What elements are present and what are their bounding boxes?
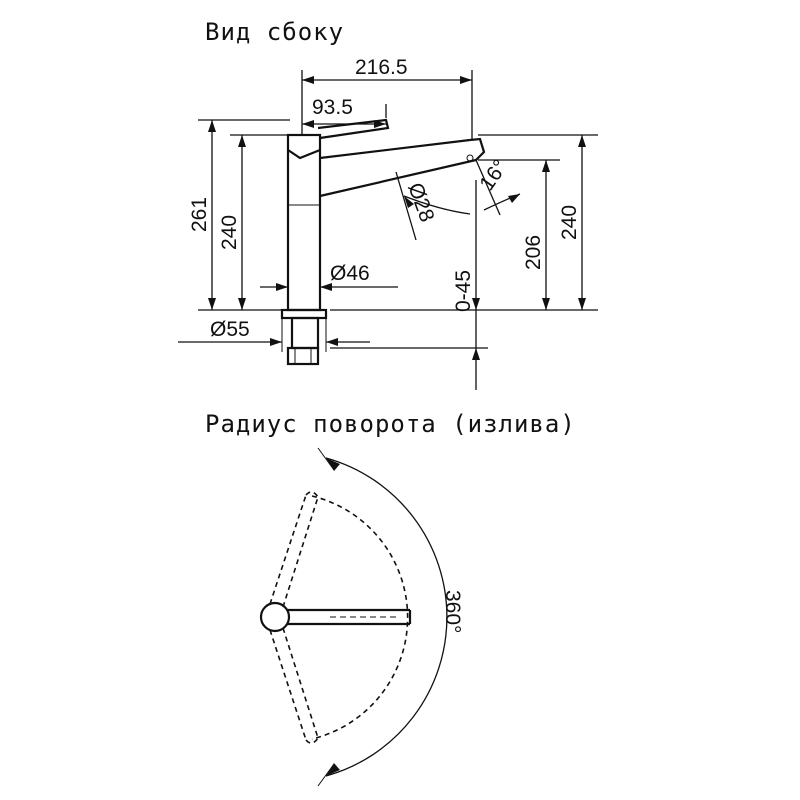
dim-swivel-angle: 360° xyxy=(441,590,464,634)
dim-height-spout-outlet: 206 xyxy=(522,234,545,270)
faucet-side-view xyxy=(282,120,484,364)
dim-spout-angle: 16° xyxy=(475,155,513,195)
dim-total-reach: 216.5 xyxy=(355,56,408,79)
dim-tilt-range: 0-45 xyxy=(452,269,475,312)
dim-spout-diameter: Ø28 xyxy=(403,179,439,226)
dim-height-spout-right: 240 xyxy=(558,204,581,240)
swivel-radius-title: Радиус поворота (излива) xyxy=(205,410,576,438)
dim-height-total: 261 xyxy=(188,196,211,232)
dim-base-diameter: Ø55 xyxy=(210,318,250,341)
dim-height-body: 240 xyxy=(218,214,241,250)
dim-body-diameter: Ø46 xyxy=(330,262,370,285)
dim-lever-offset: 93.5 xyxy=(312,96,353,119)
faucet-swivel-view xyxy=(261,448,447,786)
dimension-lines xyxy=(178,70,598,390)
side-view-title: Вид сбоку xyxy=(205,18,345,46)
